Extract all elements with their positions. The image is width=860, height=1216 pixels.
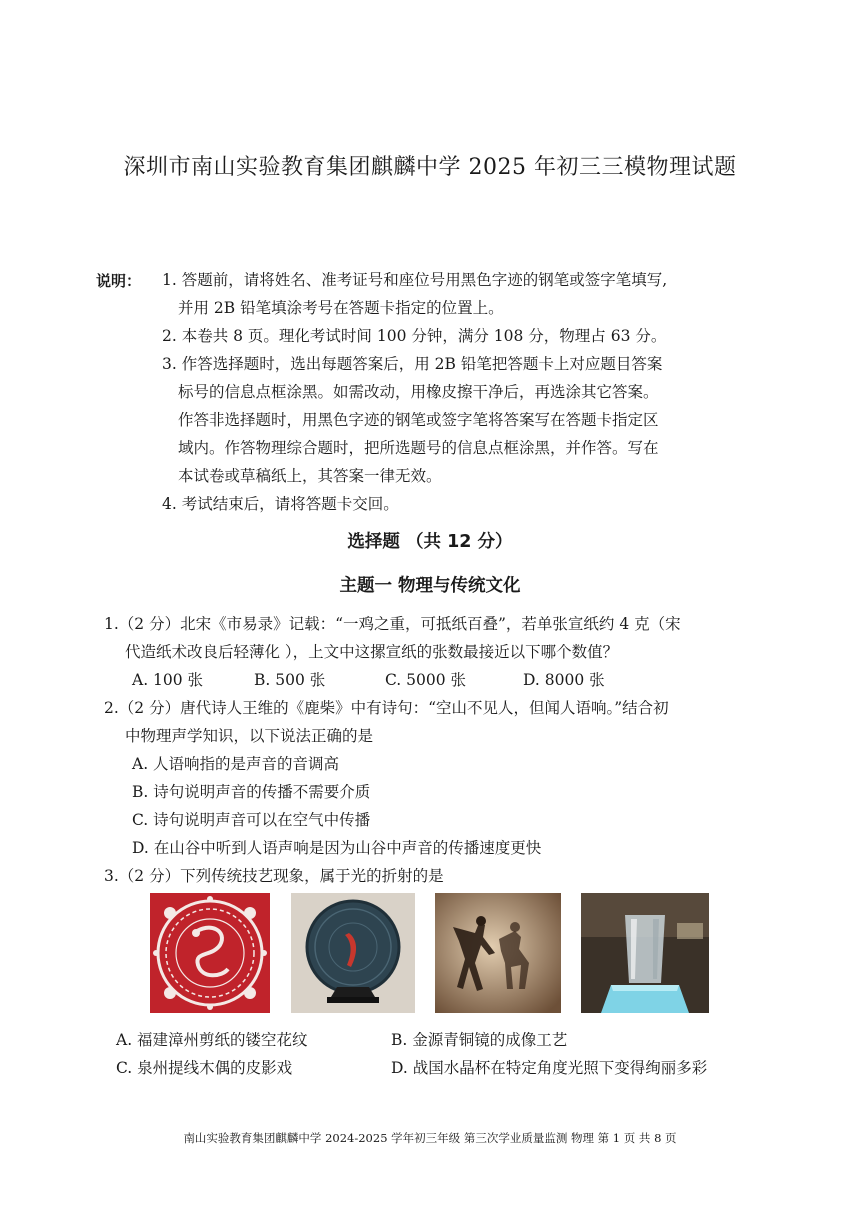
question-3-line-1: 3.（2 分）下列传统技艺现象，属于光的折射的是	[104, 867, 444, 885]
note-line: 域内。作答物理综合题时，把所选题号的信息点框涂黑，并作答。写在	[178, 439, 659, 457]
q3-option-a: A. 福建漳州剪纸的镂空花纹	[116, 1031, 308, 1049]
q2-option-b: B. 诗句说明声音的传播不需要介质	[132, 783, 371, 801]
q3-option-b: B. 金源青铜镜的成像工艺	[391, 1031, 568, 1049]
q1-option-d: D. 8000 张	[523, 671, 605, 689]
topic-title: 主题一 物理与传统文化	[339, 576, 521, 596]
crystal-cup-icon	[581, 893, 709, 1013]
q3-option-d: D. 战国水晶杯在特定角度光照下变得绚丽多彩	[391, 1059, 708, 1077]
note-line: 标号的信息点框涂黑。如需改动，用橡皮擦干净后，再选涂其它答案。	[178, 383, 659, 401]
question-2-line-2: 中物理声学知识，以下说法正确的是	[125, 727, 374, 745]
note-line: 1. 答题前，请将姓名、准考证号和座位号用黑色字迹的钢笔或签字笔填写,	[162, 271, 668, 289]
q1-option-b: B. 500 张	[254, 671, 326, 689]
bronze-mirror-icon	[291, 893, 415, 1013]
note-line: 3. 作答选择题时，选出每题答案后，用 2B 铅笔把答题卡上对应题目答案	[162, 355, 663, 373]
note-line: 2. 本卷共 8 页。理化考试时间 100 分钟，满分 108 分，物理占 63 分。	[162, 327, 667, 345]
q2-option-a: A. 人语响指的是声音的音调高	[132, 755, 340, 773]
paper-cut-icon	[150, 893, 270, 1013]
note-line: 作答非选择题时，用黑色字迹的钢笔或签字笔将答案写在答题卡指定区	[178, 411, 659, 429]
q2-option-d: D. 在山谷中听到人语声响是因为山谷中声音的传播速度更快	[132, 839, 542, 857]
page-footer: 南山实验教育集团麒麟中学 2024-2025 学年初三年级 第三次学业质量监测 物理 第 1 页 共 8 页	[183, 1131, 677, 1145]
question-1-line-2: 代造纸术改良后轻薄化 ），上文中这摞宣纸的张数最接近以下哪个数值？	[125, 643, 619, 661]
shadow-puppet-icon	[435, 893, 561, 1013]
notes-label: 说明：	[96, 272, 142, 290]
page-title: 深圳市南山实验教育集团麒麟中学 2025 年初三三模物理试题	[123, 155, 737, 180]
section-title: 选择题 （共 12 分）	[347, 532, 513, 552]
note-line: 本试卷或草稿纸上，其答案一律无效。	[178, 467, 442, 485]
question-1-line-1: 1.（2 分）北宋《市易录》记载：“一鸡之重，可抵纸百叠”，若单张宣纸约 4 克（宋	[104, 615, 681, 633]
q1-option-a: A. 100 张	[132, 671, 204, 689]
question-2-line-1: 2.（2 分）唐代诗人王维的《鹿柴》中有诗句：“空山不见人，但闻人语响。”结合初	[104, 699, 669, 717]
q1-option-c: C. 5000 张	[385, 671, 467, 689]
note-line: 并用 2B 铅笔填涂考号在答题卡指定的位置上。	[178, 299, 504, 317]
q3-option-c: C. 泉州提线木偶的皮影戏	[116, 1059, 293, 1077]
note-line: 4. 考试结束后，请将答题卡交回。	[162, 495, 399, 513]
q2-option-c: C. 诗句说明声音可以在空气中传播	[132, 811, 371, 829]
